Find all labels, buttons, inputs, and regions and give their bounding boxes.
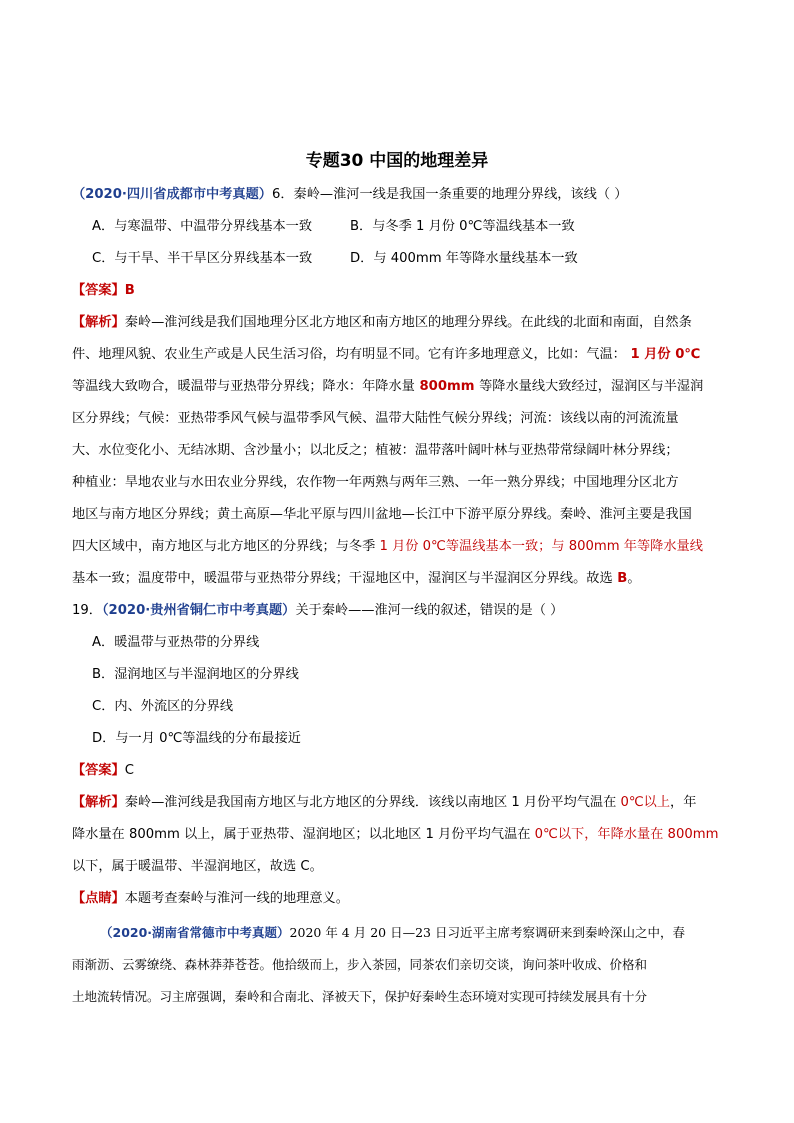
q2-stem: 关于秦岭——淮河一线的叙述，错误的是（ ） [295,603,564,618]
q2-analysis-line-3 [72,857,323,877]
q1-analysis-text: 基本一致；温度带中，暖温带与亚热带分界线；干湿地区中，湿润区与半湿润区分界线。故选 [72,571,613,586]
q1-analysis-line-6 [72,473,679,493]
q1-option-d: D．与 400mm 年等降水量线基本一致 [350,251,578,266]
q2-answer-line [72,761,134,781]
q1-analysis-highlight: 1 月份 0℃等温线基本一致；与 800mm 年等降水量线 [375,539,703,554]
q1-option-c: C．与干旱、半干旱区分界线基本一致 [92,251,313,266]
q1-analysis-line-1 [72,313,692,333]
q2-answer: C [124,763,134,778]
q2-analysis-line-1 [72,793,696,813]
q2-option-b-line [92,665,299,685]
q3-line-3 [72,987,647,1007]
q1-analysis-text: 种植业：旱地农业与水田农业分界线，农作物一年两熟与两年三熟、一年一熟分界线；中国地理分区北方 [72,475,679,490]
q2-analysis-text: ，年 [670,795,697,810]
q1-source: （2020·四川省成都市中考真题） [72,187,272,202]
q2-option-a: A．暖温带与亚热带的分界线 [92,635,260,650]
q1-analysis-line-8 [72,537,703,557]
q1-options-row-2b [350,249,578,269]
q1-options-row-1 [92,217,312,237]
q2-analysis-label: 【解析】 [72,795,125,810]
q2-answer-label: 【答案】 [72,763,125,778]
q1-analysis-text: 四大区域中，南方地区与北方地区的分界线；与冬季 [72,539,376,554]
q2-option-b: B．湿润地区与半湿润地区的分界线 [92,667,299,682]
q1-analysis-text: 件、地理风貌、农业生产或是人民生活习俗，均有明显不同。它有许多地理意义，比如：气温： [72,347,626,362]
q2-analysis-text: 秦岭—淮河线是我国南方地区与北方地区的分界线．该线以南地区 1 月份平均气温在 [124,795,621,810]
q1-analysis-label: 【解析】 [72,315,125,330]
q3-text: 雨渐沥、云雾缭绕、森林莽莽苍苍。他拾级而上，步入茶园，同茶农们亲切交谈，询问茶叶收成、价格和 [72,957,648,972]
q1-stem: 6．秦岭—淮河一线是我国一条重要的地理分界线，该线（ ） [271,187,628,202]
q2-option-c-line [92,697,233,717]
q2-analysis-line-2 [72,825,718,845]
q3-text: 土地流转情况。习主席强调，秦岭和合南北、泽被天下，保护好秦岭生态环境对实现可持续发展具有十分 [72,989,648,1004]
q2-option-d-line [92,729,301,749]
q1-answer-line [72,281,135,301]
q2-analysis-highlight: 0℃以下，年降水量在 800mm [534,827,719,842]
q1-analysis-highlight: 800mm [414,379,480,394]
q2-number: 19． [72,603,102,618]
q1-answer: B [124,283,135,298]
q1-option-b: B．与冬季 1 月份 0℃等温线基本一致 [350,219,575,234]
q1-option-a: A．与寒温带、中温带分界线基本一致 [92,219,313,234]
q2-option-c: C．内、外流区的分界线 [92,699,234,714]
q2-source: （2020·贵州省铜仁市中考真题） [101,603,296,618]
page-title: 专题30 中国的地理差异 [305,151,489,171]
q1-analysis-text: 。 [627,571,641,586]
q1-analysis-text: 区分界线；气候：亚热带季风气候与温带季风气候、温带大陆性气候分界线；河流：该线以南的河流流量 [72,411,679,426]
q1-analysis-text: 秦岭—淮河线是我们国地理分区北方地区和南方地区的地理分界线。在此线的北面和南面，自然条 [124,315,692,330]
q1-stem-line [72,185,627,205]
q2-analysis-highlight: 0℃以上 [620,795,671,810]
q1-analysis-line-2 [72,345,700,365]
q2-analysis-text: 以下，属于暖温带、半湿润地区，故选 C。 [72,859,323,874]
q1-analysis-line-5 [72,441,679,461]
q1-analysis-line-7 [72,505,692,525]
q1-analysis-text: 地区与南方地区分界线；黄土高原—华北平原与四川盆地—长江中下游平原分界线。秦岭、淮河主要是我国 [72,507,692,522]
q2-analysis-text: 降水量在 800mm 以上，属于亚热带、湿润地区；以北地区 1 月份平均气温在 [72,827,535,842]
q1-analysis-line-9 [72,569,641,589]
q1-analysis-text: 大、水位变化小、无结冰期、含沙量小；以北反之；植被：温带落叶阔叶林与亚热带常绿阔叶林分界线； [72,443,679,458]
q1-analysis-line-4 [72,409,679,429]
q2-option-d: D．与一月 0℃等温线的分布最接近 [92,731,301,746]
q1-analysis-line-3 [72,377,703,397]
q1-options-row-2 [92,249,312,269]
q3-text: 2020 年 4 月 20 日—23 日习近平主席考察调研来到秦岭深山之中，春 [289,925,685,940]
q2-tip-label: 【点睛】 [72,891,125,906]
q1-analysis-text: 等降水量线大致经过，湿润区与半湿润 [479,379,704,394]
q1-options-row-1b [350,217,575,237]
q1-analysis-highlight: B [612,571,628,586]
q3-line-1 [100,923,685,943]
q2-tip-line [72,889,349,909]
q2-tip: 本题考查秦岭与淮河一线的地理意义。 [124,891,349,906]
q1-analysis-highlight: 1 月份 0℃ [625,347,701,362]
q3-source: （2020·湖南省常德市中考真题） [100,925,290,940]
q1-answer-label: 【答案】 [72,283,125,298]
q3-line-2 [72,955,647,975]
q1-analysis-text: 等温线大致吻合，暖温带与亚热带分界线；降水：年降水量 [72,379,415,394]
q2-stem-line [72,601,563,621]
q2-option-a-line [92,633,259,653]
